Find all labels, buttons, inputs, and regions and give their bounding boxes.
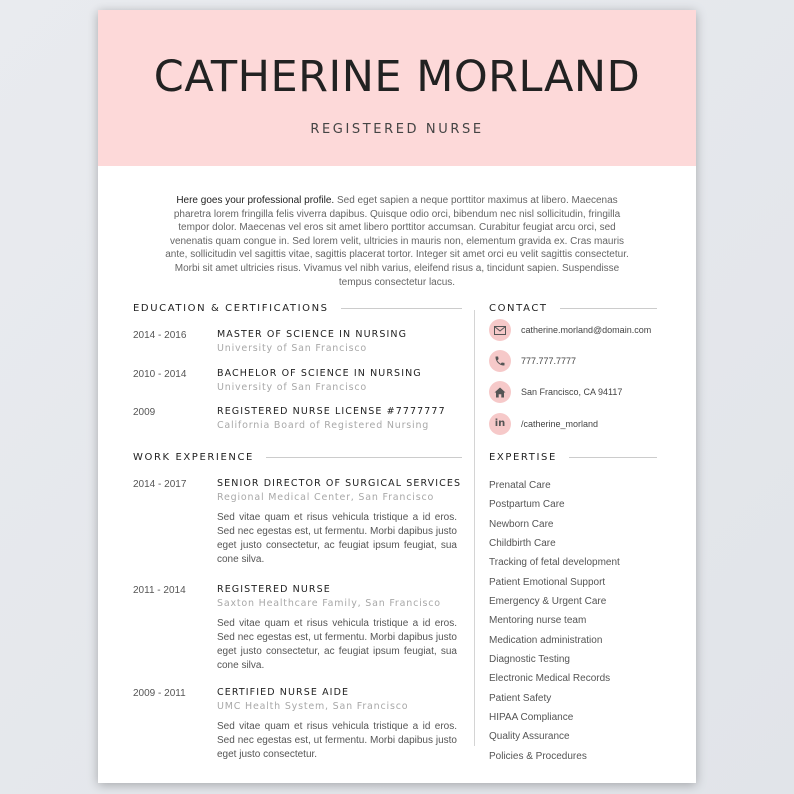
candidate-title: REGISTERED NURSE <box>310 122 484 137</box>
education-institution: University of San Francisco <box>217 382 367 393</box>
expertise-item: Patient Emotional Support <box>489 576 606 588</box>
expertise-item: Medication administration <box>489 634 603 646</box>
expertise-item: Quality Assurance <box>489 731 570 743</box>
contact-heading: CONTACT <box>489 302 548 314</box>
contact-email-row[interactable] <box>489 319 651 341</box>
education-years: 2014 - 2016 <box>133 330 187 341</box>
expertise-item: Tracking of fetal development <box>489 557 620 569</box>
expertise-item: Childbirth Care <box>489 538 556 550</box>
work-description: Sed vitae quam et risus vehicula tristique a id eros. Sed nec egestas est, ut fermentu. Morbi dapibus justo eget justo consectetur, ac feugiat ipsum feugiat, sua cone silva. <box>217 618 457 671</box>
work-entry <box>217 583 457 673</box>
education-entry <box>217 328 457 356</box>
resume-page <box>98 10 696 783</box>
expertise-heading: EXPERTISE <box>489 451 557 463</box>
work-years: 2009 - 2011 <box>133 688 186 699</box>
expertise-item: Diagnostic Testing <box>489 654 570 666</box>
education-heading: EDUCATION & CERTIFICATIONS <box>133 302 329 314</box>
expertise-section-header <box>489 450 657 464</box>
expertise-item: Patient Safety <box>489 692 552 704</box>
candidate-name: CATHERINE MORLAND <box>153 52 641 102</box>
education-degree: REGISTERED NURSE LICENSE #7777777 <box>217 406 446 417</box>
work-employer: UMC Health System, San Francisco <box>217 701 409 712</box>
education-heading-rule <box>341 308 462 309</box>
expertise-list <box>489 476 620 766</box>
expertise-item: Newborn Care <box>489 518 554 530</box>
contact-location-row <box>489 381 622 403</box>
work-position: REGISTERED NURSE <box>217 584 331 595</box>
home-icon <box>489 381 511 403</box>
work-entry <box>217 686 457 762</box>
education-institution: University of San Francisco <box>217 343 367 354</box>
expertise-item: Mentoring nurse team <box>489 615 587 627</box>
work-position: SENIOR DIRECTOR OF SURGICAL SERVICES <box>217 478 462 489</box>
contact-linkedin-row[interactable] <box>489 413 598 435</box>
expertise-item: Postpartum Care <box>489 499 565 511</box>
phone-icon <box>489 350 511 372</box>
work-years: 2011 - 2014 <box>133 585 186 596</box>
expertise-item: Prenatal Care <box>489 480 551 491</box>
education-entry <box>217 405 457 433</box>
contact-heading-rule <box>560 308 657 309</box>
contact-phone-row[interactable] <box>489 350 576 372</box>
work-section-header <box>133 450 462 464</box>
resume-header <box>98 10 696 166</box>
column-divider <box>474 310 475 746</box>
expertise-item: Emergency & Urgent Care <box>489 596 607 608</box>
linkedin-icon: in <box>489 413 511 435</box>
envelope-icon <box>489 319 511 341</box>
profile-text: Sed eget sapien a neque porttitor maximus at libero. Maecenas pharetra lorem fringilla felis viverra dapibus. Quisque odio orci, bibendum nec nisl sollicitudin, fringilla tempor dolor. Maecenas vel eros sit amet libero porttitor accumsan. Curabitur feugiat arcu orci, sed venenatis quam congue in. Sed lorem velit, ultricies in mauris non, elementum gravida ex. Cras mauris ante, sollicitudin vel sagittis vitae, sagittis placerat tortor. Integer sit amet orci eu velit sagittis consectetur. Morbi sit amet ultricies risus. Vivamus vel nibh varius, eleifend risus a, tincidunt sapien. Suspendisse tempus consectetur lacus. <box>165 195 629 288</box>
work-position: CERTIFIED NURSE AIDE <box>217 687 350 698</box>
work-years: 2014 - 2017 <box>133 479 187 490</box>
education-years: 2010 - 2014 <box>133 369 187 380</box>
expertise-item: Policies & Procedures <box>489 750 587 762</box>
education-years: 2009 <box>133 407 156 418</box>
work-description: Sed vitae quam et risus vehicula tristique a id eros. Sed nec egestas est, ut fermentu. Morbi dapibus justo eget justo consectetur. <box>217 721 457 760</box>
profile-lead: Here goes your professional profile. <box>176 195 335 206</box>
work-description: Sed vitae quam et risus vehicula tristique a id eros. Sed nec egestas est, ut fermentu. Morbi dapibus justo eget justo consectetur, ac feugiat ipsum feugiat, sua cone silva. <box>217 512 457 565</box>
education-entry <box>217 367 457 395</box>
work-entry <box>217 477 462 567</box>
work-employer: Saxton Healthcare Family, San Francisco <box>217 598 441 609</box>
education-degree: MASTER OF SCIENCE IN NURSING <box>217 329 408 340</box>
profile-summary <box>160 194 634 289</box>
contact-linkedin[interactable]: /catherine_morland <box>521 419 599 429</box>
work-heading-rule <box>266 457 462 458</box>
expertise-heading-rule <box>569 457 657 458</box>
expertise-item: Electronic Medical Records <box>489 673 611 685</box>
contact-phone[interactable]: 777.777.7777 <box>521 356 577 366</box>
education-degree: BACHELOR OF SCIENCE IN NURSING <box>217 368 422 379</box>
contact-location: San Francisco, CA 94117 <box>521 387 623 397</box>
work-heading: WORK EXPERIENCE <box>133 451 254 463</box>
expertise-item: HIPAA Compliance <box>489 712 574 724</box>
work-employer: Regional Medical Center, San Francisco <box>217 492 435 503</box>
contact-section-header <box>489 301 657 315</box>
contact-email[interactable]: catherine.morland@domain.com <box>521 325 652 335</box>
education-institution: California Board of Registered Nursing <box>217 420 430 431</box>
education-section-header <box>133 301 462 315</box>
